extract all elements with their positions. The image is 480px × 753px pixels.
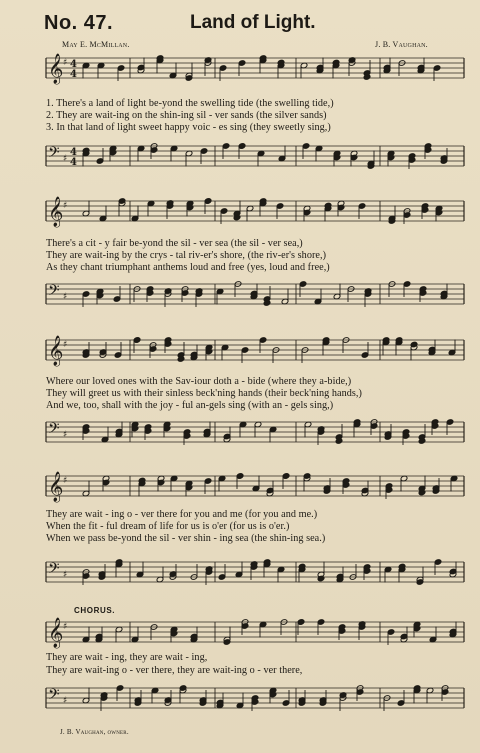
svg-text:♯: ♯ (63, 154, 68, 164)
lyric-line: And we, too, shall with the joy - ful an-gels sing (with an - gels sing,) (46, 400, 334, 411)
hymn-number: No. 47. (44, 12, 114, 34)
lyric-line: Where our loved ones with the Sav-iour doth a - bide (where they a-bide,) (46, 376, 352, 387)
lyric-line: They are wait - ing, they are wait - ing, (46, 652, 208, 663)
treble-staff-4 (0, 470, 480, 514)
lyric-line: 3. In that land of light sweet happy voic - es sing (they sweetly sing,) (46, 122, 331, 133)
bass-staff-1 (0, 140, 480, 184)
lyric-line: 1. There's a land of light be-yond the swelling tide (the swelling tide,) (46, 98, 334, 109)
svg-text:𝄢: 𝄢 (48, 282, 60, 303)
svg-text:4: 4 (70, 59, 77, 70)
lyric-line: As they chant triumphant anthems loud and free (yes, loud and free,) (46, 262, 330, 273)
svg-text:♯: ♯ (63, 430, 68, 440)
lyric-line: 2. They are wait-ing on the shin-ing sil - ver sands (the silver sands) (46, 110, 327, 121)
svg-text:𝄢: 𝄢 (48, 420, 60, 441)
lyricist-credit: May E. McMillan. (62, 40, 130, 49)
bass-staff-5 (0, 682, 480, 722)
svg-text:♯: ♯ (63, 292, 68, 302)
svg-text:♯: ♯ (63, 476, 68, 486)
lyric-line: They will greet us with their sinless beck'ning hands (their beck'ning hands,) (46, 388, 362, 399)
lyric-line: They are wait-ing o - ver there, they are wait-ing o - ver there, (46, 665, 303, 676)
svg-text:𝄞: 𝄞 (48, 54, 64, 84)
treble-staff-3 (0, 334, 480, 378)
lyric-line: There's a cit - y fair be-yond the sil - ver sea (the sil - ver sea,) (46, 238, 303, 249)
lyric-line: When we pass be-yond the sil - ver shin - ing sea (the shin-ing sea.) (46, 533, 326, 544)
bass-staff-2 (0, 278, 480, 322)
svg-text:♯: ♯ (63, 696, 68, 706)
lyric-line: They are wait - ing o - ver there for you and me (for you and me.) (46, 509, 318, 520)
svg-text:4: 4 (70, 69, 77, 80)
svg-text:𝄢: 𝄢 (48, 144, 60, 165)
bass-staff-4 (0, 556, 480, 600)
svg-text:♯: ♯ (63, 570, 68, 580)
svg-text:♯: ♯ (63, 201, 68, 211)
composer-credit: J. B. Vaughan. (375, 40, 428, 49)
svg-text:𝄞: 𝄞 (48, 472, 64, 502)
svg-text:♯: ♯ (63, 58, 68, 68)
svg-text:𝄞: 𝄞 (48, 618, 64, 648)
svg-text:4: 4 (70, 147, 77, 158)
svg-text:♯: ♯ (63, 622, 68, 632)
svg-text:𝄞: 𝄞 (48, 197, 64, 227)
copyright-owner: J. B. Vaughan, owner. (60, 728, 129, 736)
chorus-label: CHORUS. (74, 606, 116, 615)
hymn-title: Land of Light. (190, 12, 316, 33)
lyric-line: When the fit - ful dream of life for us is o'er (for us is o'er.) (46, 521, 290, 532)
svg-text:𝄢: 𝄢 (48, 686, 60, 707)
svg-text:♯: ♯ (63, 340, 68, 350)
treble-staff-2 (0, 195, 480, 239)
svg-text:4: 4 (70, 157, 77, 168)
svg-text:𝄞: 𝄞 (48, 336, 64, 366)
bass-staff-3 (0, 416, 480, 460)
svg-text:𝄢: 𝄢 (48, 560, 60, 581)
treble-staff-1 (0, 52, 480, 96)
lyric-line: They are wait-ing by the crys - tal riv-er's shore, (the riv-er's shore,) (46, 250, 327, 261)
